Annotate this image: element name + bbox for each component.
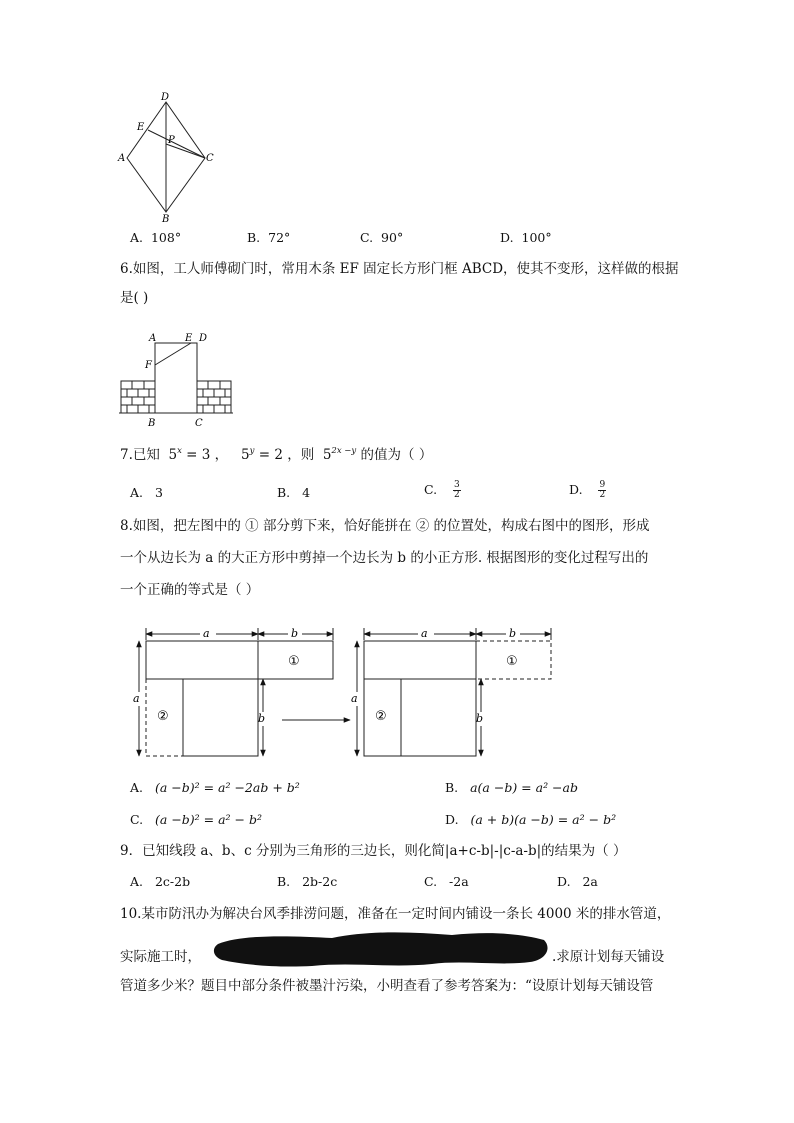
q7-option-b: B. 4 — [277, 485, 311, 500]
q8-right-label-b-side: b — [476, 712, 484, 725]
q5-label-e: E — [137, 122, 145, 133]
q8-option-d: D. (a + b)(a −b) = a² − b² — [445, 812, 617, 827]
q6-line2: 是( ) — [120, 290, 149, 306]
q5-option-b: B. 72° — [247, 230, 291, 245]
q8-line3: 一个正确的等式是（ ） — [120, 582, 260, 598]
q8-right-region-2: ② — [375, 709, 387, 724]
q8-left-label-b-top: b — [291, 627, 299, 640]
q8-left-label-b-side: b — [258, 712, 266, 725]
q7-option-a: A. 3 — [130, 485, 163, 500]
q6-label-e: E — [185, 333, 193, 344]
q8-line2: 一个从边长为 a 的大正方形中剪掉一个边长为 b 的小正方形. 根据图形的变化过程写出的 — [120, 550, 649, 566]
q6-label-c: C — [195, 418, 203, 429]
q9-option-c: C. -2a — [424, 874, 469, 889]
q8-option-b: B. a(a −b) = a² −ab — [445, 780, 578, 795]
q9-option-b: B. 2b-2c — [277, 874, 338, 889]
q7-option-c-fraction: $\frac{3}{2}$ — [454, 480, 460, 500]
q10-line3: 管道多少米？题目中部分条件被墨汁污染，小明查看了参考答案为：“设原计划每天铺设管 — [120, 978, 654, 994]
q6-label-d: D — [199, 333, 208, 344]
q5-rhombus-figure — [110, 90, 230, 225]
q8-left-label-a-side: a — [133, 692, 140, 705]
q10-line2-start: 实际施工时， — [120, 949, 201, 965]
q5-label-a: A — [118, 153, 126, 164]
q6-label-a: A — [149, 333, 157, 344]
q5-option-d: D. 100° — [500, 230, 552, 245]
ink-blot-smudge — [212, 926, 552, 970]
q6-label-f: F — [145, 360, 152, 371]
q5-label-p: P — [168, 135, 175, 146]
q6-line1: 6.如图，工人师傅砌门时，常用木条 EF 固定长方形门框 ABCD，使其不变形，这样做的根据 — [120, 261, 679, 277]
q5-option-a: A. 108° — [130, 230, 182, 245]
q8-right-label-a-top: a — [421, 627, 428, 640]
q7-stem: 7.已知 $5^x = 3$ ， $5^y = 2$ ，则 $5^{2x -y}$ 的值为（ ） — [120, 446, 433, 463]
q8-right-label-b-top: b — [509, 627, 517, 640]
q6-label-b: B — [148, 418, 156, 429]
q5-option-c: C. 90° — [360, 230, 404, 245]
q8-option-a: A. (a −b)² = a² −2ab + b² — [130, 780, 300, 795]
q8-option-c: C. (a −b)² = a² − b² — [130, 812, 262, 827]
q6-door-figure — [115, 330, 240, 430]
q5-label-b: B — [162, 214, 170, 225]
q9-stem: 9．已知线段 a、b、c 分别为三角形的三边长，则化简|a+c-b|-|c-a-b|的结果为（ ） — [120, 843, 627, 859]
q5-label-c: C — [206, 153, 214, 164]
q8-right-label-a-side: a — [351, 692, 358, 705]
q8-left-region-2: ② — [157, 709, 169, 724]
q7-option-c: C. $\frac{3}{2}$ — [424, 480, 460, 500]
q8-left-region-1: ① — [288, 654, 300, 669]
q8-line1: 8.如图，把左图中的 ① 部分剪下来，恰好能拼在 ② 的位置处，构成右图中的图形，形成 — [120, 518, 650, 534]
q9-option-d: D. 2a — [557, 874, 598, 889]
q10-line2-end: .求原计划每天铺设 — [552, 949, 665, 965]
q8-right-region-1: ① — [506, 654, 518, 669]
q5-label-d: D — [161, 92, 170, 103]
q7-option-d-fraction: $\frac{9}{2}$ — [599, 480, 606, 500]
q8-left-label-a-top: a — [203, 627, 210, 640]
q8-figure — [130, 620, 570, 765]
q10-line1: 10.某市防汛办为解决台风季排涝问题，准备在一定时间内铺设一条长 4000 米的排水管道， — [120, 906, 671, 922]
q9-option-a: A. 2c-2b — [130, 874, 191, 889]
q7-option-d: D. $\frac{9}{2}$ — [569, 480, 606, 500]
